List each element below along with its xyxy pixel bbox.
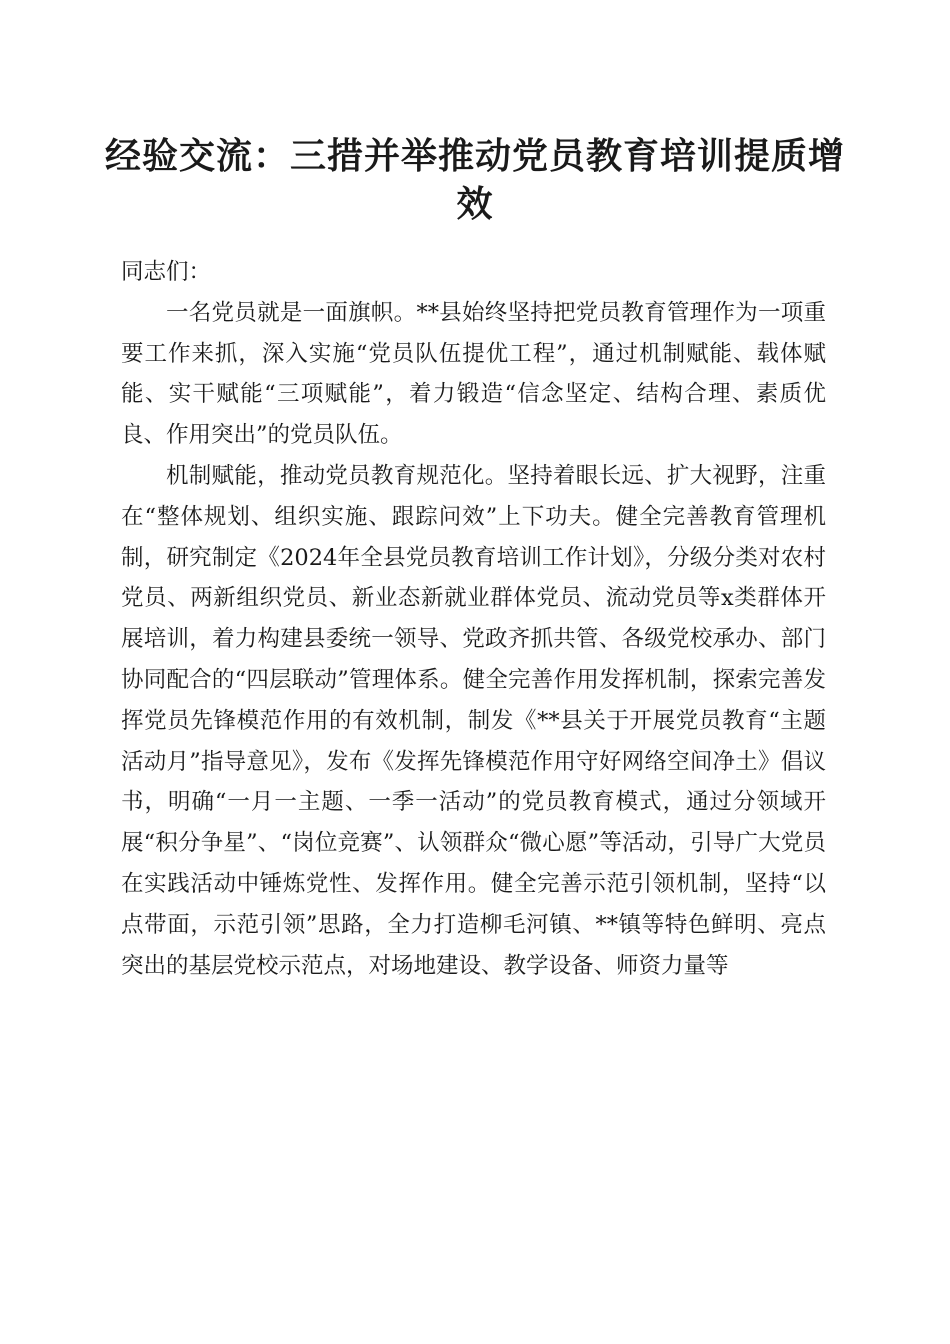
- paragraph-mechanism: 机制赋能，推动党员教育规范化。坚持着眼长远、扩大视野，注重在“整体规划、组织实施、跟踪问效”上下功夫。健全完善教育管理机制，研究制定《2024年全县党员教育培训工作计划》，分级分类对农村党员、两新组织党员、新业态新就业群体党员、流动党员等x类群体开展培训，着力构建县委统一领导、党政齐抓共管、各级党校承办、部门协同配合的“四层联动”管理体系。健全完善作用发挥机制，探索完善发挥党员先锋模范作用的有效机制，制发《**县关于开展党员教育“主题活动月”指导意见》，发布《发挥先锋模范作用守好网络空间净土》倡议书，明确“一月一主题、一季一活动”的党员教育模式，通过分领域开展“积分争星”、“岗位竞赛”、认领群众“微心愿”等活动，引导广大党员在实践活动中锤炼党性、发挥作用。健全完善示范引领机制，坚持“以点带面，示范引领”思路，全力打造柳毛河镇、**镇等特色鲜明、亮点突出的基层党校示范点，对场地建设、教学设备、师资力量等: [121, 462, 826, 979]
- document-title: 经验交流：三措并举推动党员教育培训提质增效: [104, 135, 845, 225]
- document-body: [121, 252, 826, 986]
- greeting: 同志们：: [121, 259, 212, 285]
- paragraph-intro: 一名党员就是一面旗帜。**县始终坚持把党员教育管理作为一项重要工作来抓，深入实施“党员队伍提优工程”，通过机制赋能、载体赋能、实干赋能“三项赋能”，着力锻造“信念坚定、结构合理、素质优良、作用突出”的党员队伍。: [121, 299, 826, 449]
